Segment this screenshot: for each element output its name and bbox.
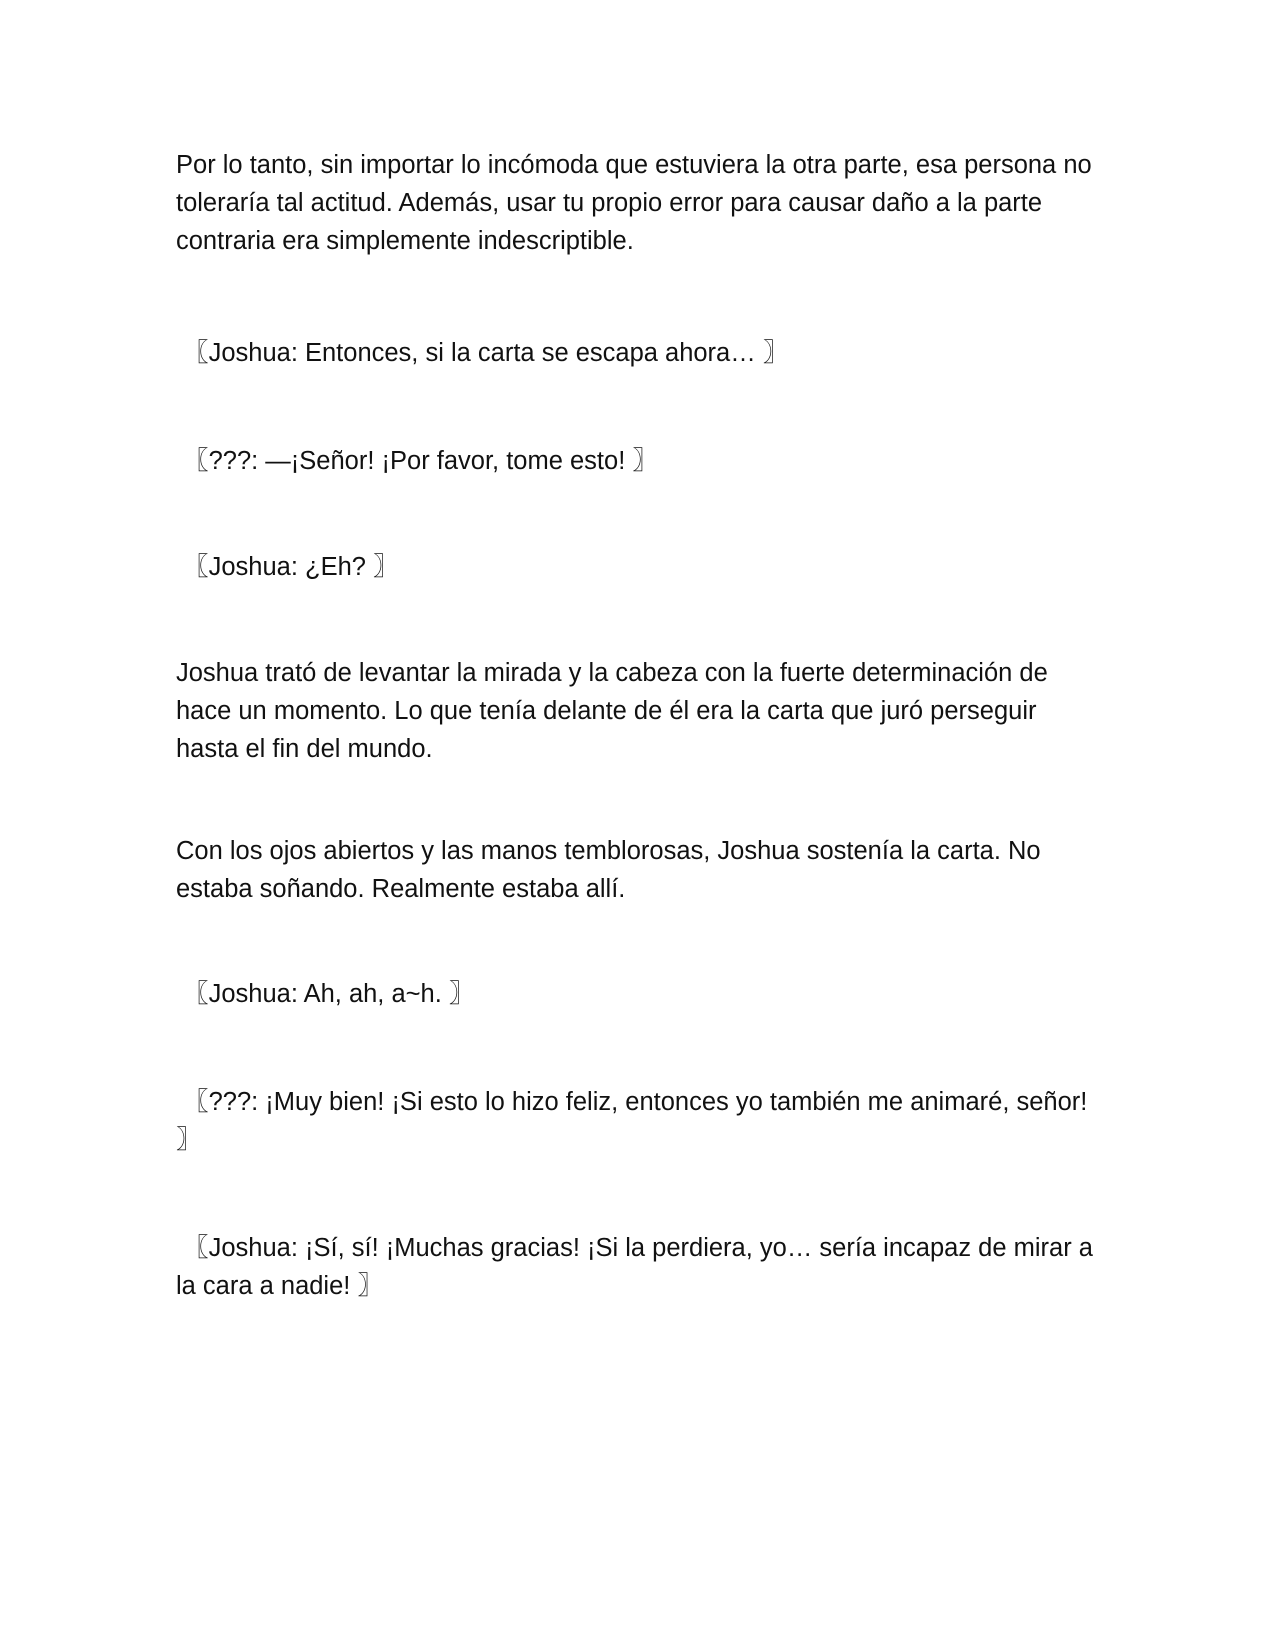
dialogue-line: 〖???: —¡Señor! ¡Por favor, tome esto! 〗: [176, 447, 658, 475]
dialogue-line: 〖Joshua: ¡Sí, sí! ¡Muchas gracias! ¡Si la perdiera, yo… sería incapaz de mirar a la cara a nadie! 〗: [176, 1234, 1101, 1300]
dialogue-line: 〖Joshua: Ah, ah, a~h. 〗: [176, 980, 475, 1008]
dialogue-line: 〖Joshua: Entonces, si la carta se escapa ahora… 〗: [176, 339, 789, 367]
narration-paragraph: Por lo tanto, sin importar lo incómoda que estuviera la otra parte, esa persona no toleraría tal actitud. Además, usar tu propio error para causar daño a la parte contraria era simplemente indescriptible.: [176, 151, 1099, 255]
dialogue-line: 〖???: ¡Muy bien! ¡Si esto lo hizo feliz, entonces yo también me animaré, señor! 〗: [176, 1088, 1095, 1154]
narration-paragraph: Con los ojos abiertos y las manos temblorosas, Joshua sostenía la carta. No estaba soñando. Realmente estaba allí.: [176, 837, 1048, 903]
narration-paragraph: Joshua trató de levantar la mirada y la cabeza con la fuerte determinación de hace un momento. Lo que tenía delante de él era la carta que juró perseguir hasta el fin del mundo.: [176, 659, 1055, 763]
dialogue-line: 〖Joshua: ¿Eh? 〗: [176, 553, 399, 581]
